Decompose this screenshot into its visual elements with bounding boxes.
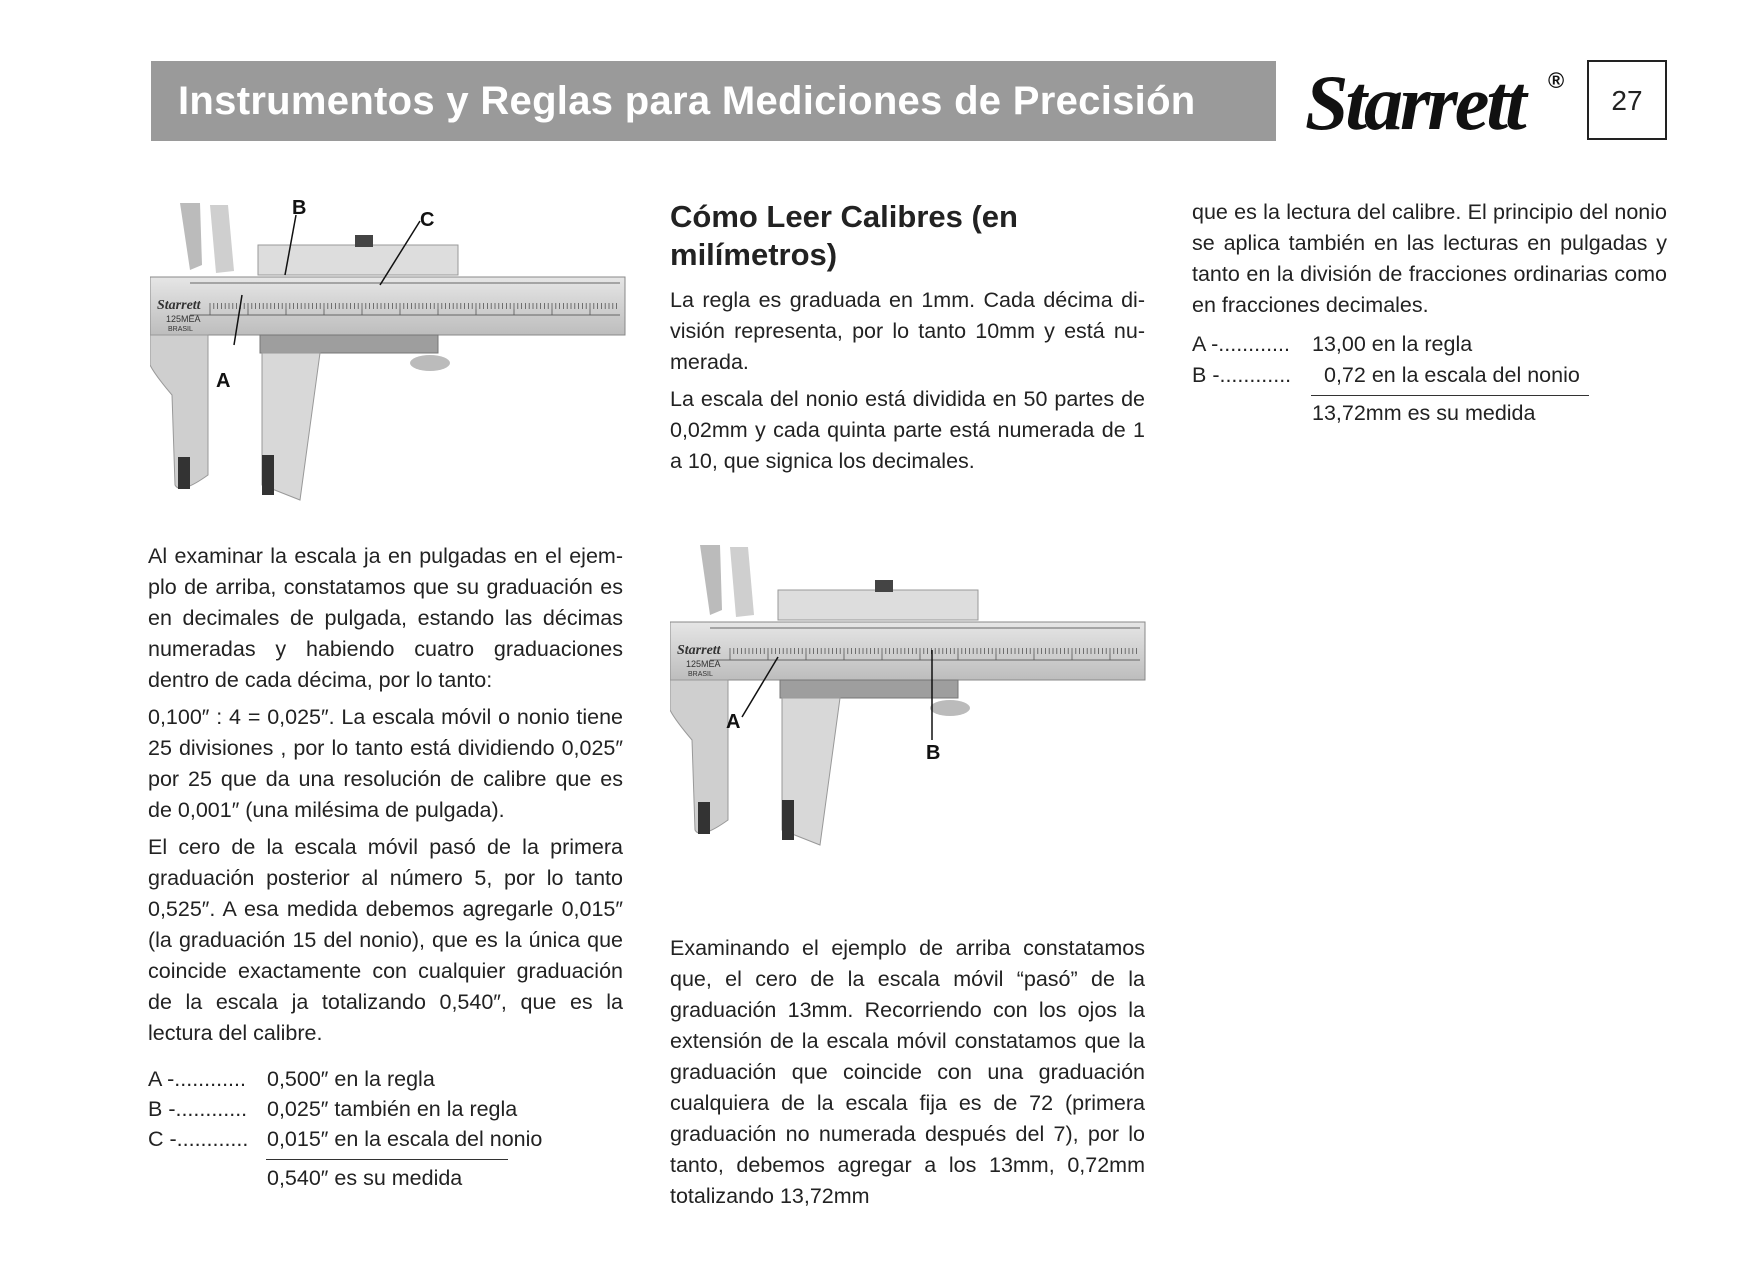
left-text: [148, 541, 623, 1055]
caliper-model-label: 125MEA: [686, 659, 721, 669]
paragraph: que es la lectura del calibre. El principio del nonio se aplica también en las lecturas en pulgadas y tanto en la división de fracciones ordinarias como en fracciones decimales.: [1192, 200, 1667, 317]
reading-value: 0,72 en la escala del nonio: [1324, 363, 1580, 387]
callout-a: A: [726, 711, 741, 733]
caliper-brand-label: Starrett: [677, 643, 721, 658]
paragraph: La escala del nonio está dividida en 50 partes de 0,02mm y cada quinta parte está numerada de 1 a 10, que signica los decimales.: [670, 387, 1145, 473]
paragraph: Al examinar la escala ja en pulgadas en el ejemplo de arriba, constatamos que su graduación es en decimales de pulgada, estando las décimas numeradas y habiendo cuatro graduaciones dentro de cada décima, por lo tanto:: [148, 544, 623, 692]
reading-key: B -............: [148, 1097, 248, 1121]
reading-key: B -............: [1192, 363, 1292, 387]
starrett-logo: Starrett: [1305, 59, 1524, 146]
callout-c: C: [420, 209, 435, 231]
page-title: Instrumentos y Reglas para Mediciones de Precisión: [178, 79, 1196, 123]
paragraph: 0,100″ : 4 = 0,025″. La escala móvil o nonio tiene 25 divisiones , por lo tanto está dividiendo 0,025″ por 25 que da una resolución de calibre que es de 0,001″ (una milésima de pulgada).: [148, 705, 623, 822]
reading-total: 13,72mm es su medida: [1312, 401, 1536, 425]
caliper-origin-label: BRASIL: [688, 671, 713, 678]
reading-key: A -............: [148, 1067, 246, 1091]
caliper-figure-mm: [670, 545, 1150, 860]
right-text: [1192, 197, 1667, 327]
reading-value: 0,015″ en la escala del nonio: [267, 1127, 543, 1151]
registered-mark: ®: [1548, 68, 1565, 93]
reading-value: 0,025″ también en la regla: [267, 1097, 518, 1121]
paragraph: La regla es graduada en 1mm. Cada décima división representa, por lo tanto 10mm y está numerada.: [670, 288, 1145, 374]
reading-key: C -............: [148, 1127, 249, 1151]
reading-value: 13,00 en la regla: [1312, 332, 1473, 356]
sum-rule: [266, 1159, 508, 1160]
paragraph: El cero de la escala móvil pasó de la primera graduación posterior al número 5, por lo tanto 0,525″. A esa medida debemos agregarle 0,015″ (la graduación 15 del nonio), que es la única que coincide exactamente con cualquier graduación de la escala ja totalizando 0,540″, que es la lectura del calibre.: [148, 835, 623, 1045]
callout-a: A: [216, 370, 231, 392]
middle-text-top: [670, 285, 1145, 483]
caliper-figure-inch: [150, 195, 630, 510]
callout-b: B: [926, 742, 941, 764]
caliper-brand-label: Starrett: [157, 298, 201, 313]
sum-rule: [1311, 395, 1589, 396]
callout-b: B: [292, 197, 307, 219]
caliper-origin-label: BRASIL: [168, 326, 193, 333]
paragraph: Examinando el ejemplo de arriba constatamos que, el cero de la escala móvil “pasó” de la graduación 13mm. Recorriendo con los ojos la extensión de la escala móvil constatamos que la graduación que coincide con una graduación cualquiera de la escala fija es de 72 (primera graduación no numerada después del 7), por lo tanto, debemos agregar a los 13mm, 0,72mm totalizando 13,72mm: [670, 936, 1145, 1208]
reading-total: 0,540″ es su medida: [267, 1166, 463, 1190]
reading-value: 0,500″ en la regla: [267, 1067, 435, 1091]
reading-key: A -............: [1192, 332, 1290, 356]
page-number: 27: [1587, 60, 1667, 140]
middle-text-bottom: [670, 933, 1145, 1218]
caliper-model-label: 125MEA: [166, 314, 201, 324]
section-heading: Cómo Leer Calibres (en milímetros): [670, 199, 1018, 272]
